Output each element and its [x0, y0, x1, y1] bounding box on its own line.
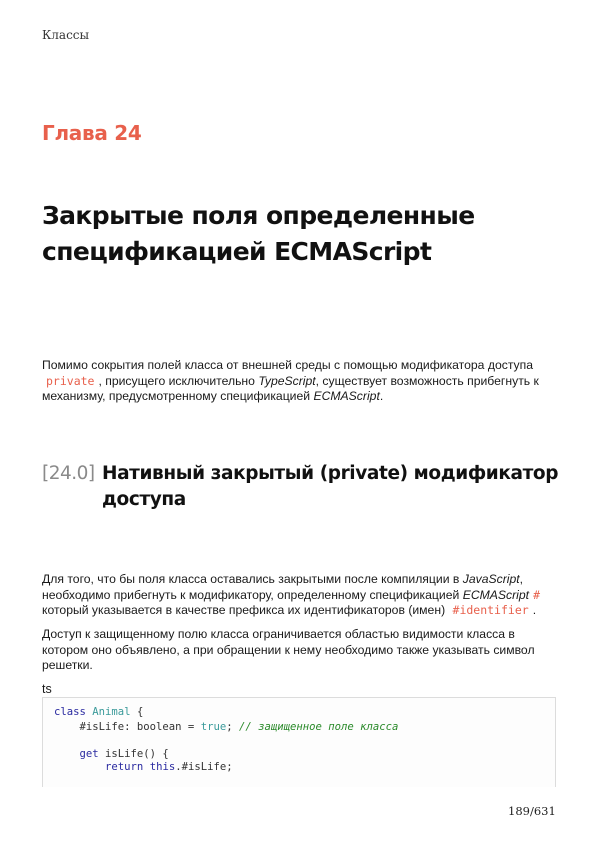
chapter-title: Закрытые поля определенные спецификацией ECMAScript	[42, 201, 475, 266]
code-text: {	[130, 706, 144, 718]
paragraph: Доступ к защищенному полю класса ограничивается областью видимости класса в котором оно объявлено, а при обращении к нему необходимо также указывать символ решетки.	[42, 627, 535, 672]
code-text: isLife() {	[98, 748, 169, 760]
running-header: Классы	[42, 28, 90, 42]
text: , присущего исключительно	[98, 373, 259, 388]
text: Помимо сокрытия полей класса от внешней среды с помощью модификатора доступа	[42, 358, 534, 372]
code-line	[54, 748, 169, 760]
inline-code-private: private	[46, 373, 95, 388]
literal: true	[200, 721, 227, 733]
emphasis: ECMAScript	[313, 389, 380, 403]
code-comment: // защищенное поле класса	[238, 721, 399, 733]
paragraph	[42, 572, 562, 619]
code-block	[42, 697, 556, 787]
code-language-label: ts	[42, 682, 52, 696]
code-text: .#isLife;	[175, 761, 233, 773]
emphasis: ECMAScript	[462, 587, 530, 602]
code-line	[54, 706, 143, 718]
section-number: [24.0]	[42, 463, 95, 484]
section-heading	[42, 461, 572, 513]
code-line	[54, 721, 398, 733]
emphasis: JavaScript	[462, 572, 520, 586]
text: Для того, что бы поля класса оставались закрытыми после компиляции в	[42, 572, 463, 586]
keyword: class	[54, 706, 86, 718]
keyword: get	[54, 748, 99, 760]
inline-code-identifier: #identifier	[452, 603, 529, 617]
section-title: Нативный закрытый (private) модификатор доступа	[102, 463, 559, 510]
class-name: Animal	[92, 706, 131, 718]
intro-paragraph	[42, 358, 562, 405]
text: , существует возможность прибегнуть к механизму, предусмотренному спецификацией	[42, 373, 539, 403]
text: , необходимо прибегнуть к модификатору, определенному спецификацией	[42, 572, 524, 602]
code-line	[54, 761, 233, 773]
keyword: return	[54, 761, 144, 773]
keyword: this	[149, 761, 176, 773]
text: который указывается в качестве префикса их идентификаторов (имен)	[42, 603, 449, 617]
code-text: ;	[226, 721, 239, 733]
chapter-label: Глава 24	[42, 121, 142, 145]
code-text: #isLife: boolean =	[54, 721, 201, 733]
text: .	[379, 389, 384, 403]
text: .	[532, 603, 537, 617]
page-number: 189/631	[508, 804, 556, 818]
inline-code-hash: #	[533, 587, 540, 602]
emphasis: TypeScript	[258, 373, 316, 388]
